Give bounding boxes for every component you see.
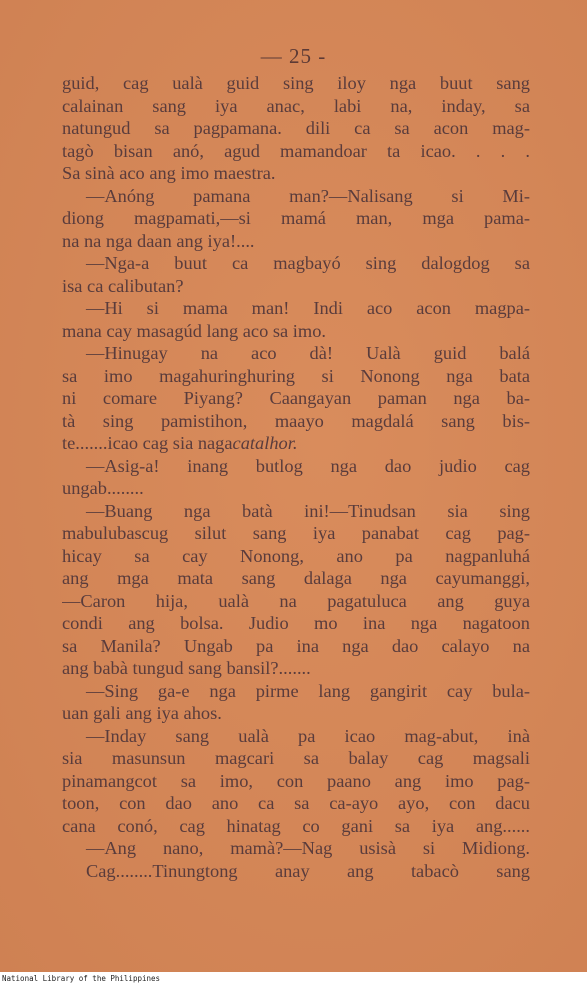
text-line-content: guid, cag ualà guid sing iloy nga buut sang (62, 73, 530, 93)
text-line (62, 275, 530, 298)
text-line (62, 365, 530, 388)
text-line (62, 140, 530, 163)
text-line (62, 860, 530, 883)
body-text (62, 72, 530, 882)
text-line (62, 432, 530, 455)
text-line-content: sa imo magahuringhuring si Nonong nga bata (62, 365, 530, 386)
text-line-content: cana conó, cag hinatag co gani sa iya ang...... (62, 815, 530, 836)
text-line (62, 680, 530, 703)
text-line-content: pinamangcot sa imo, con paano ang imo pag- (62, 770, 530, 791)
text-line (62, 815, 530, 838)
text-line (62, 387, 530, 410)
text-line-content: Sa sinà aco ang imo maestra. (62, 163, 276, 183)
text-line (62, 117, 530, 140)
page-number: — 25 - (260, 44, 327, 68)
text-line-content: ungab........ (62, 478, 144, 498)
text-line-content: toon, con dao ano ca sa ca-ayo ayo, con dacu (62, 793, 530, 813)
text-line (62, 162, 530, 185)
text-line (62, 702, 530, 725)
text-line-content: hicay sa cay Nonong, ano pa nagpanluhá (62, 545, 530, 566)
text-line (62, 522, 530, 545)
text-line-content: —Inday sang ualà pa icao mag-abut, inà (86, 725, 530, 746)
library-watermark: National Library of the Philippines (2, 974, 161, 983)
text-line (62, 567, 530, 590)
text-line (62, 477, 530, 500)
text-line (62, 320, 530, 343)
text-line (62, 657, 530, 680)
text-line-content: —Asig-a! inang butlog nga dao judio cag (86, 455, 530, 476)
text-line-content: mana cay masagúd lang aco sa imo. (62, 320, 327, 341)
text-line-content: —Hinugay na aco dà! Ualà guid balá (86, 343, 530, 363)
text-line (62, 410, 530, 433)
text-line-content: tagò bisan anó, agud mamandoar ta icao. . . . (62, 140, 530, 161)
text-line-content: tà sing pamistihon, maayo magdalá sang bis- (62, 410, 530, 431)
text-line (62, 455, 530, 478)
text-line-content: diong magpamati,—si mamá man, mga pama- (62, 208, 530, 228)
text-line-content: uan gali ang iya ahos. (62, 703, 222, 723)
text-line-content: —Hi si mama man! Indi aco acon magpa- (86, 298, 530, 318)
text-line-content: sia masunsun magcari sa balay cag magsali (62, 748, 530, 768)
text-line (62, 207, 530, 230)
text-line-content: Cag........Tinungtong anay ang tabacò sang (86, 860, 530, 881)
text-line (62, 545, 530, 568)
text-line-content: te.......icao cag sia naga (62, 433, 233, 453)
text-line-content: condi ang bolsa. Judio mo ina nga nagatoon (62, 613, 530, 633)
text-line-content: mabulubascug silut sang iya panabat cag pag- (62, 523, 530, 543)
text-line (62, 230, 530, 253)
text-line-content: isa ca calibutan? (62, 275, 184, 296)
text-line-content: —Sing ga-e nga pirme lang gangirit cay bula- (86, 680, 530, 701)
text-line (62, 770, 530, 793)
text-line-content: ni comare Piyang? Caangayan paman nga ba- (62, 388, 530, 408)
text-line (62, 500, 530, 523)
text-line (62, 792, 530, 815)
text-line-content: sa Manila? Ungab pa ina nga dao calayo na (62, 635, 530, 656)
text-line-content: na na nga daan ang iya!.... (62, 230, 255, 251)
text-line (62, 185, 530, 208)
text-line-content: natungud sa pagpamana. dili ca sa acon mag- (62, 118, 530, 138)
text-line (62, 297, 530, 320)
text-line-content: ang babà tungud sang bansil?....... (62, 658, 311, 678)
text-line (62, 95, 530, 118)
text-line-content: —Caron hija, ualà na pagatuluca ang guya (62, 590, 530, 611)
text-line (62, 725, 530, 748)
text-line (62, 747, 530, 770)
text-line-content: —Anóng pamana man?—Nalisang si Mi- (86, 185, 530, 206)
text-line (62, 72, 530, 95)
text-line (62, 837, 530, 860)
text-line (62, 342, 530, 365)
text-line-content: —Ang nano, mamà?—Nag usisà si Midiong. (86, 838, 530, 858)
italic-word: catalhor. (232, 433, 298, 453)
text-line (62, 612, 530, 635)
text-line (62, 590, 530, 613)
text-line-content: —Buang nga batà ini!—Tinudsan sia sing (86, 500, 530, 521)
text-line (62, 635, 530, 658)
text-line (62, 252, 530, 275)
text-line-content: ang mga mata sang dalaga nga cayumanggi, (62, 568, 530, 588)
text-line-content: calainan sang iya anac, labi na, inday, sa (62, 95, 530, 116)
text-line-content: —Nga-a buut ca magbayó sing dalogdog sa (86, 253, 530, 273)
